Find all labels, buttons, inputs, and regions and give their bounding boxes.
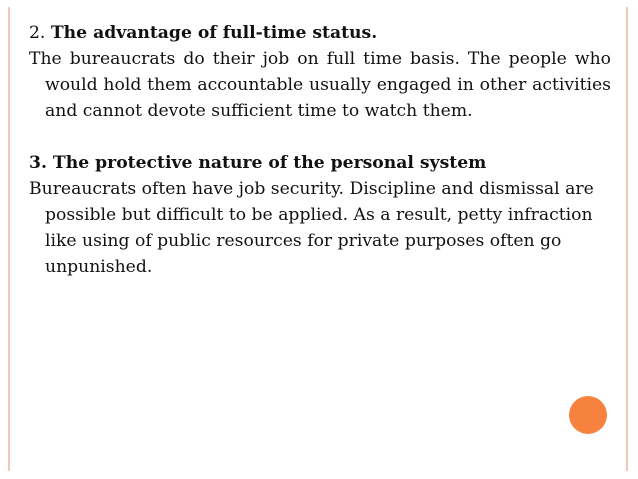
section-3-body: Bureaucrats often have job security. Discipline and dismissal are possible but difficult to be applied. As a result, petty infraction like using of public resources for private purposes often go unpunished. [29,179,594,277]
section-3-title: 3. The protective nature of the personal system [29,153,487,173]
section-2-heading [29,20,611,46]
section-2-number: 2. [29,23,46,43]
section-2-body: The bureaucrats do their job on full time basis. The people who would hold them accountable usually engaged in other activities and cannot devote sufficient time to watch them. [29,49,611,121]
section-3-heading [29,150,611,176]
orange-circle-decoration [569,396,607,434]
slide-content [29,20,611,280]
section-2-title: The advantage of full-time status. [50,23,378,43]
spacer [29,124,611,150]
